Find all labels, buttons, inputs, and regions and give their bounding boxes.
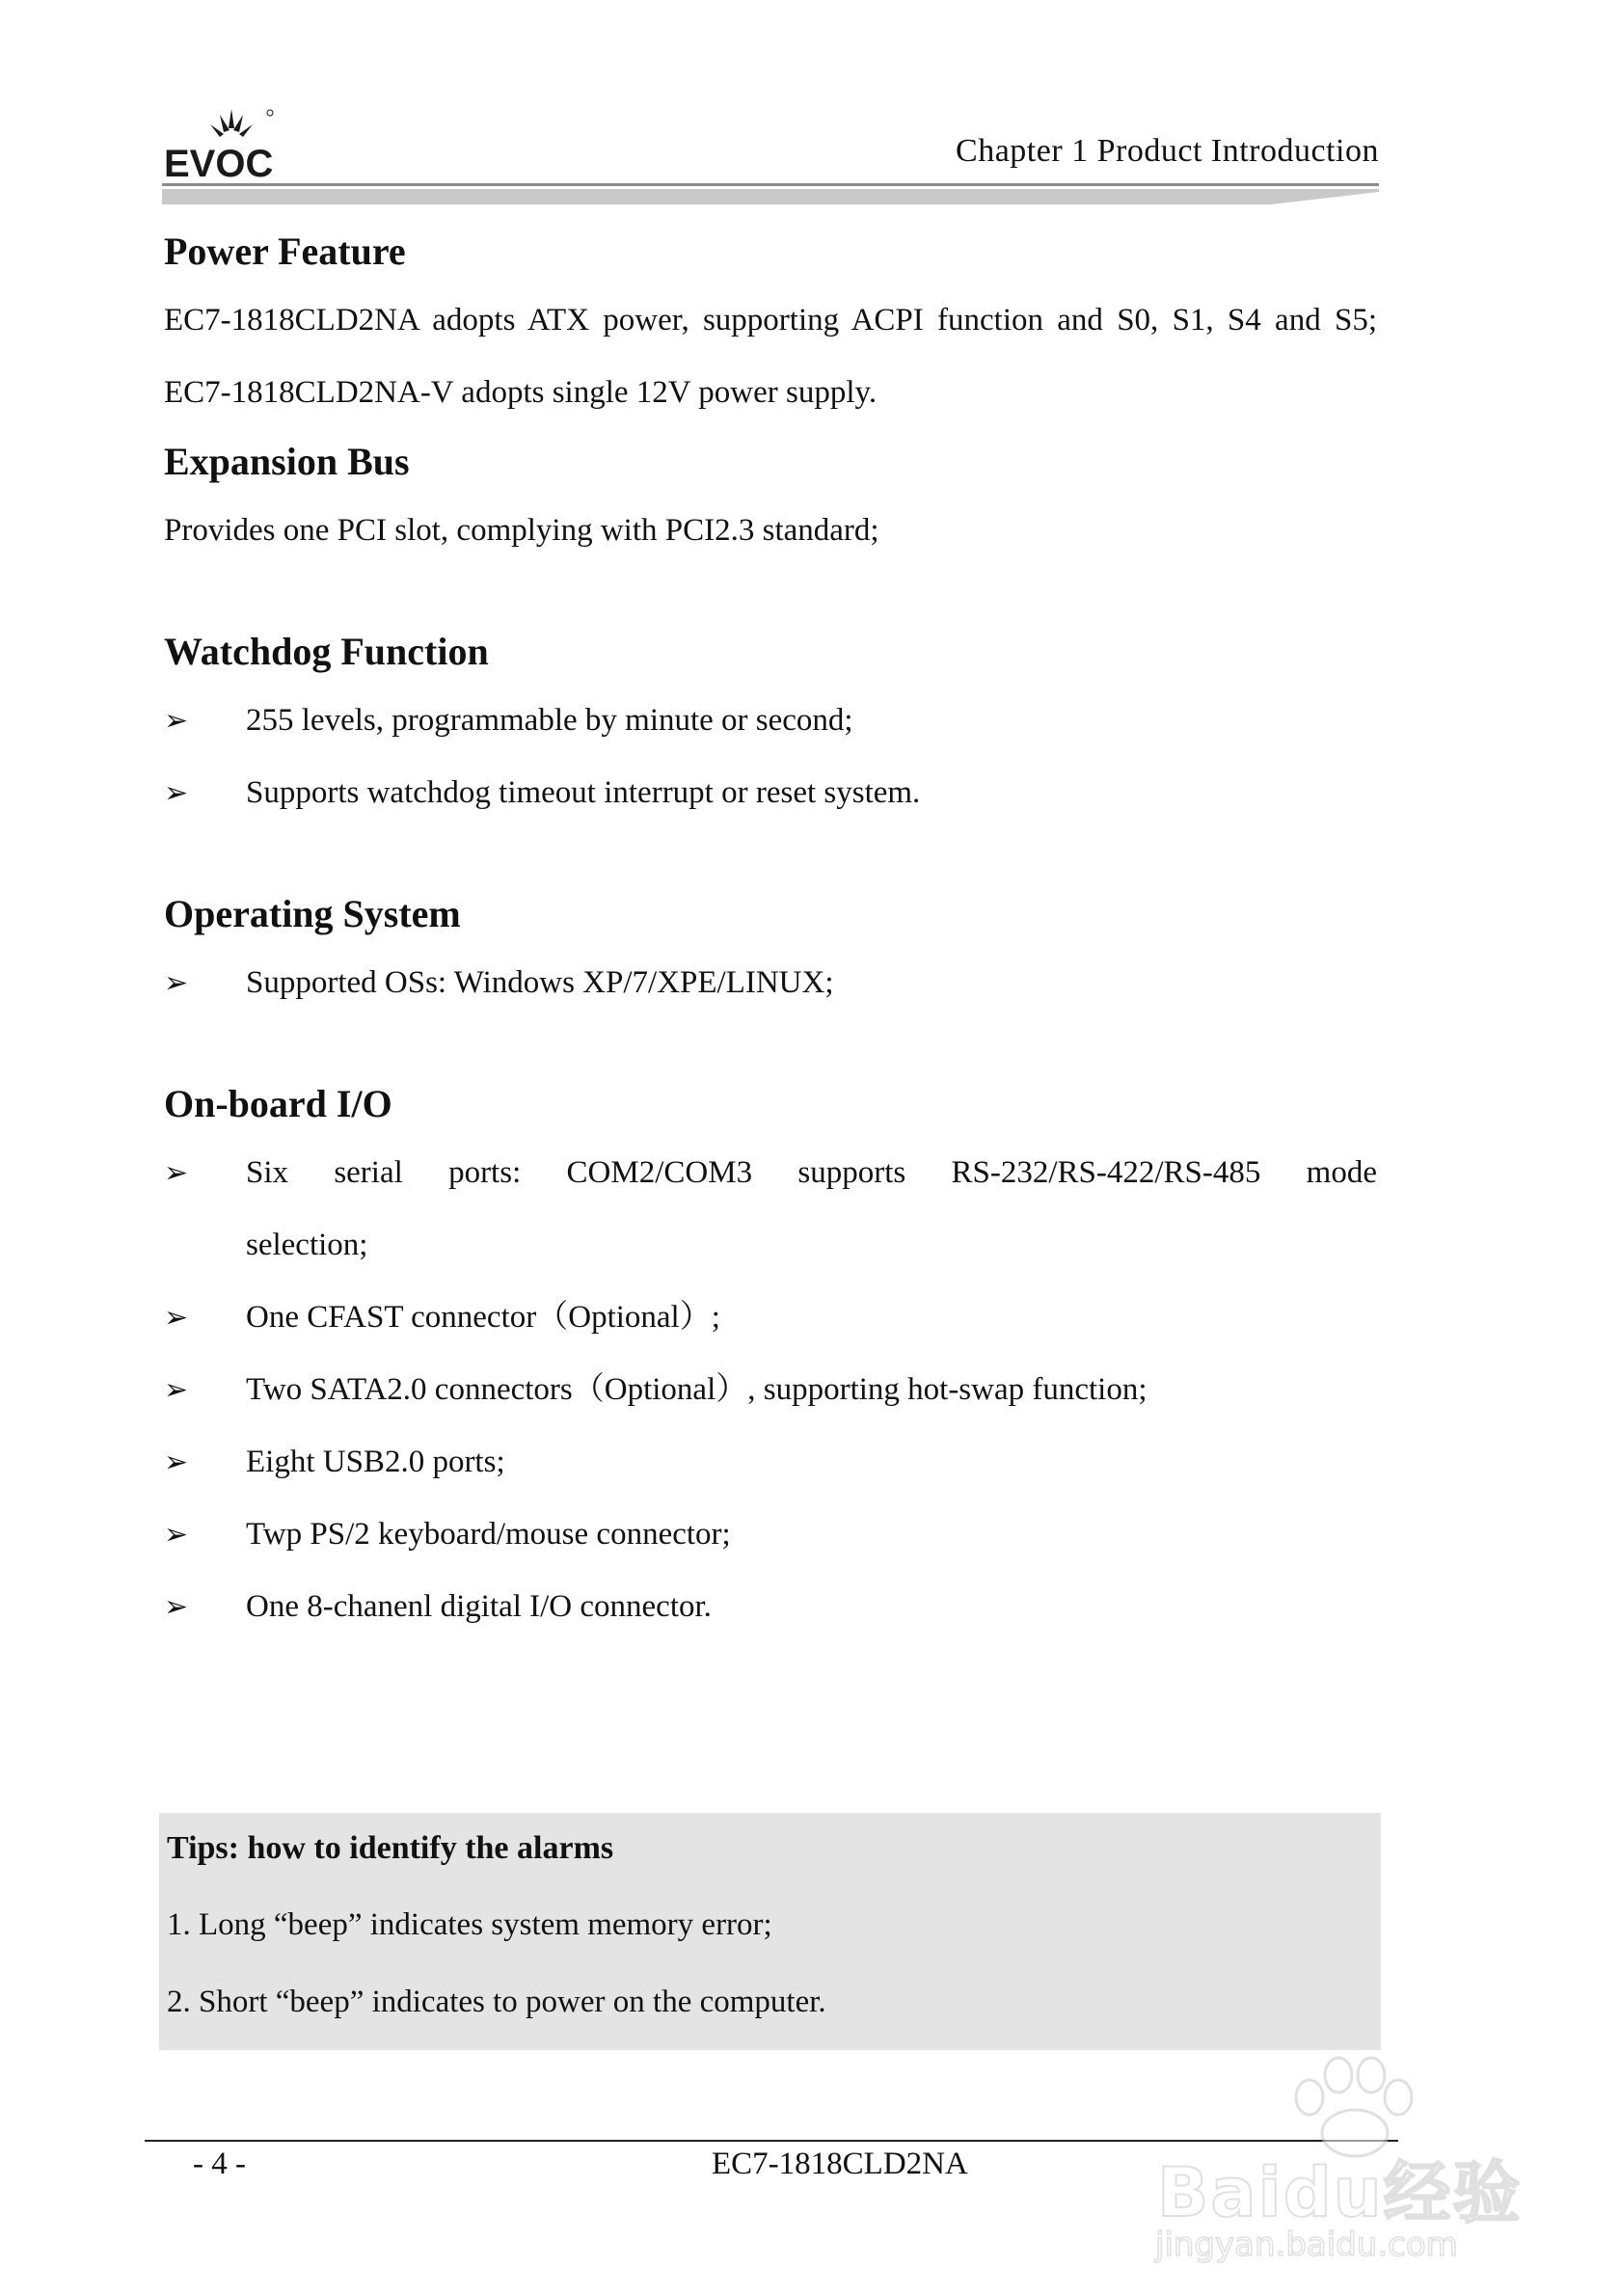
- tips-title: Tips: how to identify the alarms: [167, 1830, 614, 1866]
- page-content: [164, 227, 1377, 1643]
- arrow-bullet-icon: ➢: [164, 1373, 189, 1407]
- io-item-cfast: One CFAST connector（Optional）;: [246, 1300, 720, 1335]
- arrow-bullet-icon: ➢: [164, 1156, 189, 1190]
- footer-model: EC7-1818CLD2NA: [712, 2147, 968, 2181]
- list-item: [164, 685, 1377, 757]
- evoc-logo: [162, 101, 283, 183]
- arrow-bullet-icon: ➢: [164, 776, 189, 810]
- power-text: EC7-1818CLD2NA adopts ATX power, supporting ACPI function and S0, S1, S4 and S5; EC7-1818CLD2NA-V adopts single 12V power supply.: [164, 303, 1377, 410]
- tips-line-1: 1. Long “beep” indicates system memory error;: [167, 1907, 772, 1942]
- io-item-dio: One 8-chanenl digital I/O connector.: [246, 1589, 712, 1624]
- io-item-usb: Eight USB2.0 ports;: [246, 1445, 505, 1479]
- power-heading: Power Feature: [164, 230, 406, 273]
- io-item-ps2: Twp PS/2 keyboard/mouse connector;: [246, 1517, 731, 1552]
- watchdog-item-2: Supports watchdog timeout interrupt or reset system.: [246, 775, 921, 810]
- list-item: [164, 1282, 1377, 1354]
- tips-box: [159, 1813, 1381, 2050]
- list-item: [164, 1137, 1377, 1282]
- expansion-heading: Expansion Bus: [164, 440, 410, 483]
- baidu-watermark: [1128, 2054, 1552, 2276]
- header-rule: [162, 183, 1379, 204]
- list-item: [164, 1354, 1377, 1426]
- os-heading: Operating System: [164, 892, 461, 935]
- list-item: [164, 1426, 1377, 1499]
- io-item-serial-line1: Six serial ports: COM2/COM3 supports RS-232/RS-422/RS-485 mode: [246, 1155, 1377, 1190]
- arrow-bullet-icon: ➢: [164, 704, 189, 738]
- expansion-text: Provides one PCI slot, complying with PCI2.3 standard;: [164, 513, 879, 548]
- os-item-1: Supported OSs: Windows XP/7/XPE/LINUX;: [246, 965, 834, 1000]
- list-item: [164, 947, 1377, 1019]
- logo-text: EVOC: [164, 143, 274, 183]
- io-heading: On-board I/O: [164, 1082, 392, 1125]
- page-number: - 4 -: [193, 2147, 246, 2181]
- watermark-brand: Baidu经验: [1157, 2153, 1523, 2232]
- list-item: [164, 757, 1377, 829]
- arrow-bullet-icon: ➢: [164, 1518, 189, 1552]
- arrow-bullet-icon: ➢: [164, 1301, 189, 1335]
- chapter-title: Chapter 1 Product Introduction: [956, 133, 1379, 169]
- arrow-bullet-icon: ➢: [164, 966, 189, 1000]
- list-item: [164, 1571, 1377, 1643]
- io-item-sata: Two SATA2.0 connectors（Optional）, supporting hot-swap function;: [246, 1372, 1148, 1407]
- io-item-serial: [246, 1137, 1377, 1282]
- tips-line-2: 2. Short “beep” indicates to power on the computer.: [167, 1985, 826, 2019]
- arrow-bullet-icon: ➢: [164, 1445, 189, 1479]
- watchdog-heading: Watchdog Function: [164, 630, 489, 673]
- list-item: [164, 1499, 1377, 1571]
- watermark-url: jingyan.baidu.com: [1155, 2226, 1458, 2264]
- arrow-bullet-icon: ➢: [164, 1590, 189, 1624]
- io-item-serial-line2: selection;: [246, 1228, 368, 1262]
- watchdog-item-1: 255 levels, programmable by minute or second;: [246, 703, 853, 738]
